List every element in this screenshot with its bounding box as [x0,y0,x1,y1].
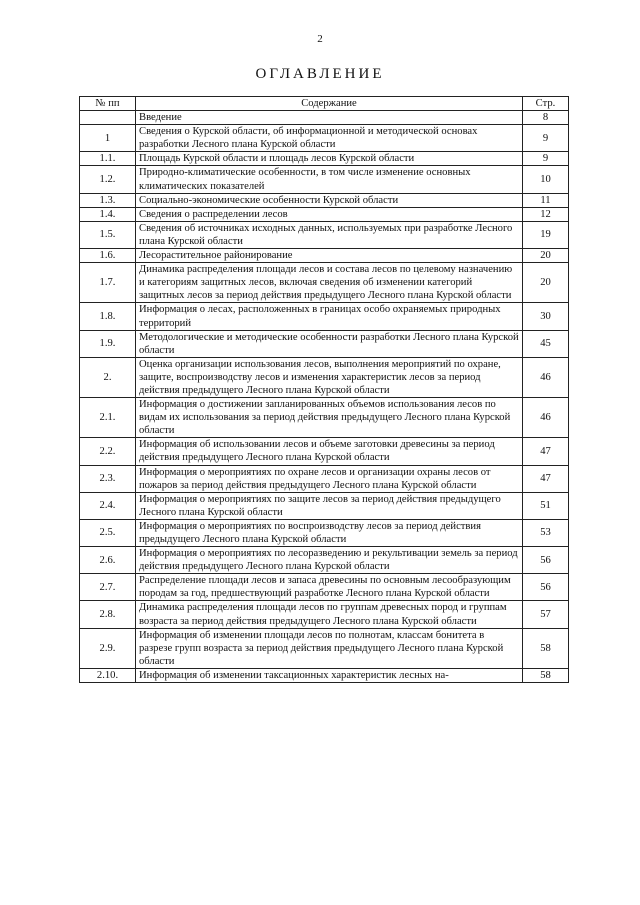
table-row [80,193,569,207]
page-number: 2 [317,33,323,45]
row-title: Оценка организации использования лесов, выполнения мероприятий по охране, защите, воспроизводству лесов и изменения характеристик лесов за период действия предыдущего Лесного плана Курской области [136,357,523,397]
row-page: 10 [523,166,569,193]
row-title: Социально-экономические особенности Курской области [136,193,523,207]
row-number: 1.9. [80,330,136,357]
row-title: Площадь Курской области и площадь лесов Курской области [136,152,523,166]
table-row [80,166,569,193]
row-number: 1.6. [80,249,136,263]
row-page: 20 [523,249,569,263]
table-row [80,303,569,330]
row-title: Природно-климатические особенности, в том числе изменение основных климатических показателей [136,166,523,193]
row-page: 53 [523,519,569,546]
row-page: 9 [523,125,569,152]
table-row [80,207,569,221]
table-row [80,601,569,628]
row-title: Информация о мероприятиях по лесоразведению и рекультивации земель за период действия предыдущего Лесного плана Курской области [136,547,523,574]
header-content: Содержание [136,97,523,111]
header-number: № пп [80,97,136,111]
row-title: Сведения об источниках исходных данных, используемых при разработке Лесного плана Курской области [136,221,523,248]
row-number: 1.8. [80,303,136,330]
header-page: Стр. [523,97,569,111]
row-page: 19 [523,221,569,248]
row-title: Лесорастительное районирование [136,249,523,263]
row-page: 12 [523,207,569,221]
row-page: 58 [523,628,569,668]
row-page: 47 [523,438,569,465]
row-page: 47 [523,465,569,492]
table-row [80,152,569,166]
row-number: 2.8. [80,601,136,628]
table-row [80,398,569,438]
table-row [80,221,569,248]
row-title: Сведения о Курской области, об информационной и методической основах разработки Лесного плана Курской области [136,125,523,152]
row-page: 51 [523,492,569,519]
table-row [80,438,569,465]
row-page: 11 [523,193,569,207]
row-title: Информация о достижении запланированных объемов использования лесов по видам их использования за период действия предыдущего Лесного плана Курской области [136,398,523,438]
row-title: Информация о мероприятиях по охране лесов и организации охраны лесов от пожаров за период действия предыдущего Лесного плана Курской области [136,465,523,492]
row-page: 56 [523,547,569,574]
table-row [80,263,569,303]
row-title: Динамика распределения площади лесов по группам древесных пород и группам возраста за период действия предыдущего Лесного плана Курской области [136,601,523,628]
row-page: 9 [523,152,569,166]
table-row [80,465,569,492]
row-page: 58 [523,668,569,682]
row-title: Динамика распределения площади лесов и состава лесов по целевому назначению и категориям защитных лесов, включая сведения об изменении категорий защитных лесов за период действия предыдущего Лесного плана Курской области [136,263,523,303]
row-title: Информация о мероприятиях по воспроизводству лесов за период действия предыдущего Лесного плана Курской области [136,519,523,546]
row-title: Информация об изменении площади лесов по полнотам, классам бонитета в разрезе групп возраста за период действия предыдущего Лесного плана Курской области [136,628,523,668]
row-page: 57 [523,601,569,628]
row-page: 8 [523,111,569,125]
table-row [80,519,569,546]
table-row [80,330,569,357]
row-number: 2.2. [80,438,136,465]
table-row [80,628,569,668]
row-number: 2.7. [80,574,136,601]
row-title: Информация об изменении таксационных характеристик лесных на- [136,668,523,682]
row-title: Методологические и методические особенности разработки Лесного плана Курской области [136,330,523,357]
table-header-row [80,97,569,111]
table-row [80,547,569,574]
row-page: 46 [523,398,569,438]
row-title: Сведения о распределении лесов [136,207,523,221]
row-page: 45 [523,330,569,357]
row-number: 2.10. [80,668,136,682]
row-number: 1.1. [80,152,136,166]
row-page: 56 [523,574,569,601]
row-number: 2.4. [80,492,136,519]
row-number: 1.3. [80,193,136,207]
row-number: 1.5. [80,221,136,248]
row-title: Введение [136,111,523,125]
row-number: 1 [80,125,136,152]
row-title: Информация о лесах, расположенных в границах особо охраняемых природных территорий [136,303,523,330]
row-number: 1.2. [80,166,136,193]
table-row [80,111,569,125]
row-number: 2.9. [80,628,136,668]
row-title: Распределение площади лесов и запаса древесины по основным лесообразующим породам за год, предшествующий разработке Лесного плана Курской области [136,574,523,601]
row-page: 46 [523,357,569,397]
row-page: 20 [523,263,569,303]
document-title: ОГЛАВЛЕНИЕ [255,66,385,82]
row-title: Информация об использовании лесов и объеме заготовки древесины за период действия предыдущего Лесного плана Курской области [136,438,523,465]
table-row [80,668,569,682]
table-row [80,249,569,263]
row-number: 1.7. [80,263,136,303]
row-number: 2.1. [80,398,136,438]
row-number: 1.4. [80,207,136,221]
row-number: 2.5. [80,519,136,546]
table-row [80,125,569,152]
row-number: 2.3. [80,465,136,492]
table-row [80,357,569,397]
table-row [80,574,569,601]
row-title: Информация о мероприятиях по защите лесов за период действия предыдущего Лесного плана Курской области [136,492,523,519]
row-page: 30 [523,303,569,330]
table-row [80,492,569,519]
row-number [80,111,136,125]
table-of-contents [79,96,569,683]
row-number: 2. [80,357,136,397]
row-number: 2.6. [80,547,136,574]
